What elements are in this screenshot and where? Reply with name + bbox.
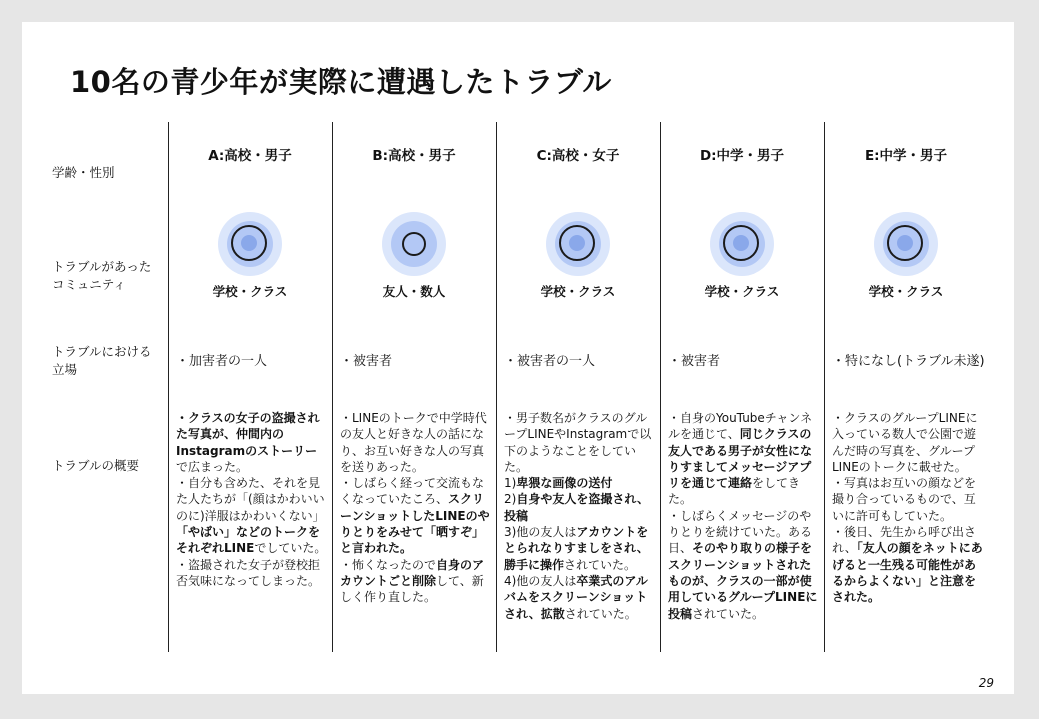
community-label: 学校・クラス: [704, 284, 780, 299]
summary-segment: 2): [504, 492, 517, 507]
summary-bullet: [668, 508, 820, 622]
slide-title: 10名の青少年が実際に遭遇したトラブル: [70, 65, 612, 99]
summary-segment: でしていた。: [254, 541, 327, 556]
community-label: 学校・クラス: [540, 284, 616, 299]
column-header: B:高校・男子: [372, 148, 456, 164]
column-header: A:高校・男子: [208, 148, 292, 164]
community-circle-icon: [874, 212, 938, 276]
summary-bullet: [340, 557, 492, 606]
summary-text: [340, 410, 492, 606]
column-divider: [168, 122, 169, 652]
summary-segment: されていた。: [692, 606, 765, 621]
summary-segment: されていた。: [564, 557, 637, 572]
summary-bullet: [340, 410, 492, 475]
column-divider: [660, 122, 661, 652]
summary-segment: して、新しく作り直した。: [340, 573, 484, 605]
row-label-position: トラブルにおける 立場: [52, 344, 152, 377]
summary-segment: ・クラスの女子の盗撮された写真が、仲間内のInstagramのストーリー: [176, 411, 320, 458]
summary-bullet: [832, 410, 984, 475]
row-label-community: トラブルがあった コミュニティ: [52, 259, 152, 292]
summary-segment: 「友人の顔をネットにあげると一生残る可能性があるからよくない」と注意をされた。: [832, 541, 983, 605]
position-text: ・被害者: [340, 354, 393, 369]
summary-bullet: [504, 410, 656, 475]
column-divider: [332, 122, 333, 652]
summary-segment: ・怖くなったので: [340, 557, 437, 572]
summary-segment: ・しばらくメッセージのやりとりを続けていた。ある日、: [668, 508, 813, 556]
summary-segment: されていた。: [564, 606, 637, 621]
summary-segment: 「やばい」などのトークをそれぞれLINE: [176, 525, 321, 556]
summary-segment: ・後日、先生から呼び出され、: [832, 525, 977, 556]
summary-bullet: [176, 475, 328, 556]
community-circle-icon: [382, 212, 446, 276]
summary-segment: 3)他の友人は: [504, 525, 577, 540]
summary-bullet: [504, 573, 656, 622]
summary-bullet: [504, 524, 656, 573]
summary-bullet: [176, 557, 328, 590]
column-divider: [824, 122, 825, 652]
position-text: ・被害者: [668, 354, 721, 369]
community-label: 学校・クラス: [868, 284, 944, 299]
summary-segment: ・しばらく経って交流もなくなっていたころ、: [340, 476, 485, 507]
summary-segment: 卑猥な画像の送付: [516, 476, 613, 491]
summary-bullet: [504, 491, 656, 524]
summary-bullet: [668, 410, 820, 508]
summary-segment: ・写真はお互いの顔などを撮り合っているもので、互いに許可もしていた。: [832, 476, 977, 523]
summary-text: [504, 410, 656, 622]
summary-text: [176, 410, 328, 589]
summary-segment: 同じクラスの友人である男子が女性になりすましてメッセージアプリを通じて連絡: [668, 427, 813, 491]
summary-segment: ・自分も含めた、それを見た人たちが「(顔はかわいいのに)洋服はかわいくない」: [176, 476, 325, 523]
summary-segment: そのやり取りの様子をスクリーンショットされたものが、クラスの一部が使用しているグループLINEに投稿: [668, 541, 818, 621]
summary-bullet: [832, 524, 984, 605]
row-label-summary: トラブルの概要: [52, 458, 140, 473]
summary-segment: ・自身のYouTubeチャンネルを通じて、: [668, 411, 813, 442]
position-text: ・加害者の一人: [176, 354, 268, 369]
summary-segment: 4)他の友人は: [504, 573, 577, 588]
slide: [22, 22, 1014, 694]
summary-segment: 自身や友人を盗撮され、投稿: [504, 492, 650, 523]
summary-bullet: [504, 475, 656, 491]
page-number: 29: [978, 676, 994, 690]
community-circle-icon: [710, 212, 774, 276]
summary-segment: 1): [504, 476, 517, 491]
summary-segment: で広まった。: [176, 459, 249, 474]
summary-segment: 自身のアカウントごと削除: [340, 557, 485, 588]
column-header: D:中学・男子: [699, 148, 785, 164]
column-header: E:中学・男子: [864, 148, 948, 164]
community-circle-icon: [546, 212, 610, 276]
summary-segment: 卒業式のアルバムをスクリーンショットされ、拡散: [504, 573, 648, 621]
summary-bullet: [340, 475, 492, 556]
summary-bullet: [832, 475, 984, 524]
summary-segment: ・LINEのトークで中学時代の友人と好きな人の話になり、お互い好きな人の写真を送りあった。: [340, 411, 487, 474]
summary-text: [668, 410, 820, 622]
position-text: ・特になし(トラブル未遂): [832, 354, 985, 369]
summary-segment: スクリーンショットしたLINEのやりとりをみせて「晒すぞ」と言われた。: [340, 492, 490, 556]
position-text: ・被害者の一人: [504, 354, 596, 369]
summary-text: [832, 410, 984, 606]
summary-segment: をしてきた。: [668, 476, 801, 507]
row-label-age-gender: 学齢・性別: [52, 165, 115, 180]
summary-segment: ・盗撮された女子が登校拒否気味になってしまった。: [176, 557, 321, 588]
community-label: 学校・クラス: [212, 284, 288, 299]
column-header: C:高校・女子: [536, 148, 620, 164]
summary-segment: ・男子数名がクラスのグループLINEやInstagramで以下のようなことをしていた。: [504, 411, 652, 474]
column-divider: [496, 122, 497, 652]
summary-segment: ・クラスのグループLINEに入っている数人で公園で遊んだ時の写真を、グループLINEのトークに載せた。: [832, 411, 978, 474]
community-label: 友人・数人: [382, 284, 446, 299]
summary-segment: アカウントをとられなりすましをされ、勝手に操作: [504, 525, 649, 572]
summary-bullet: [176, 410, 328, 475]
community-circle-icon: [218, 212, 282, 276]
